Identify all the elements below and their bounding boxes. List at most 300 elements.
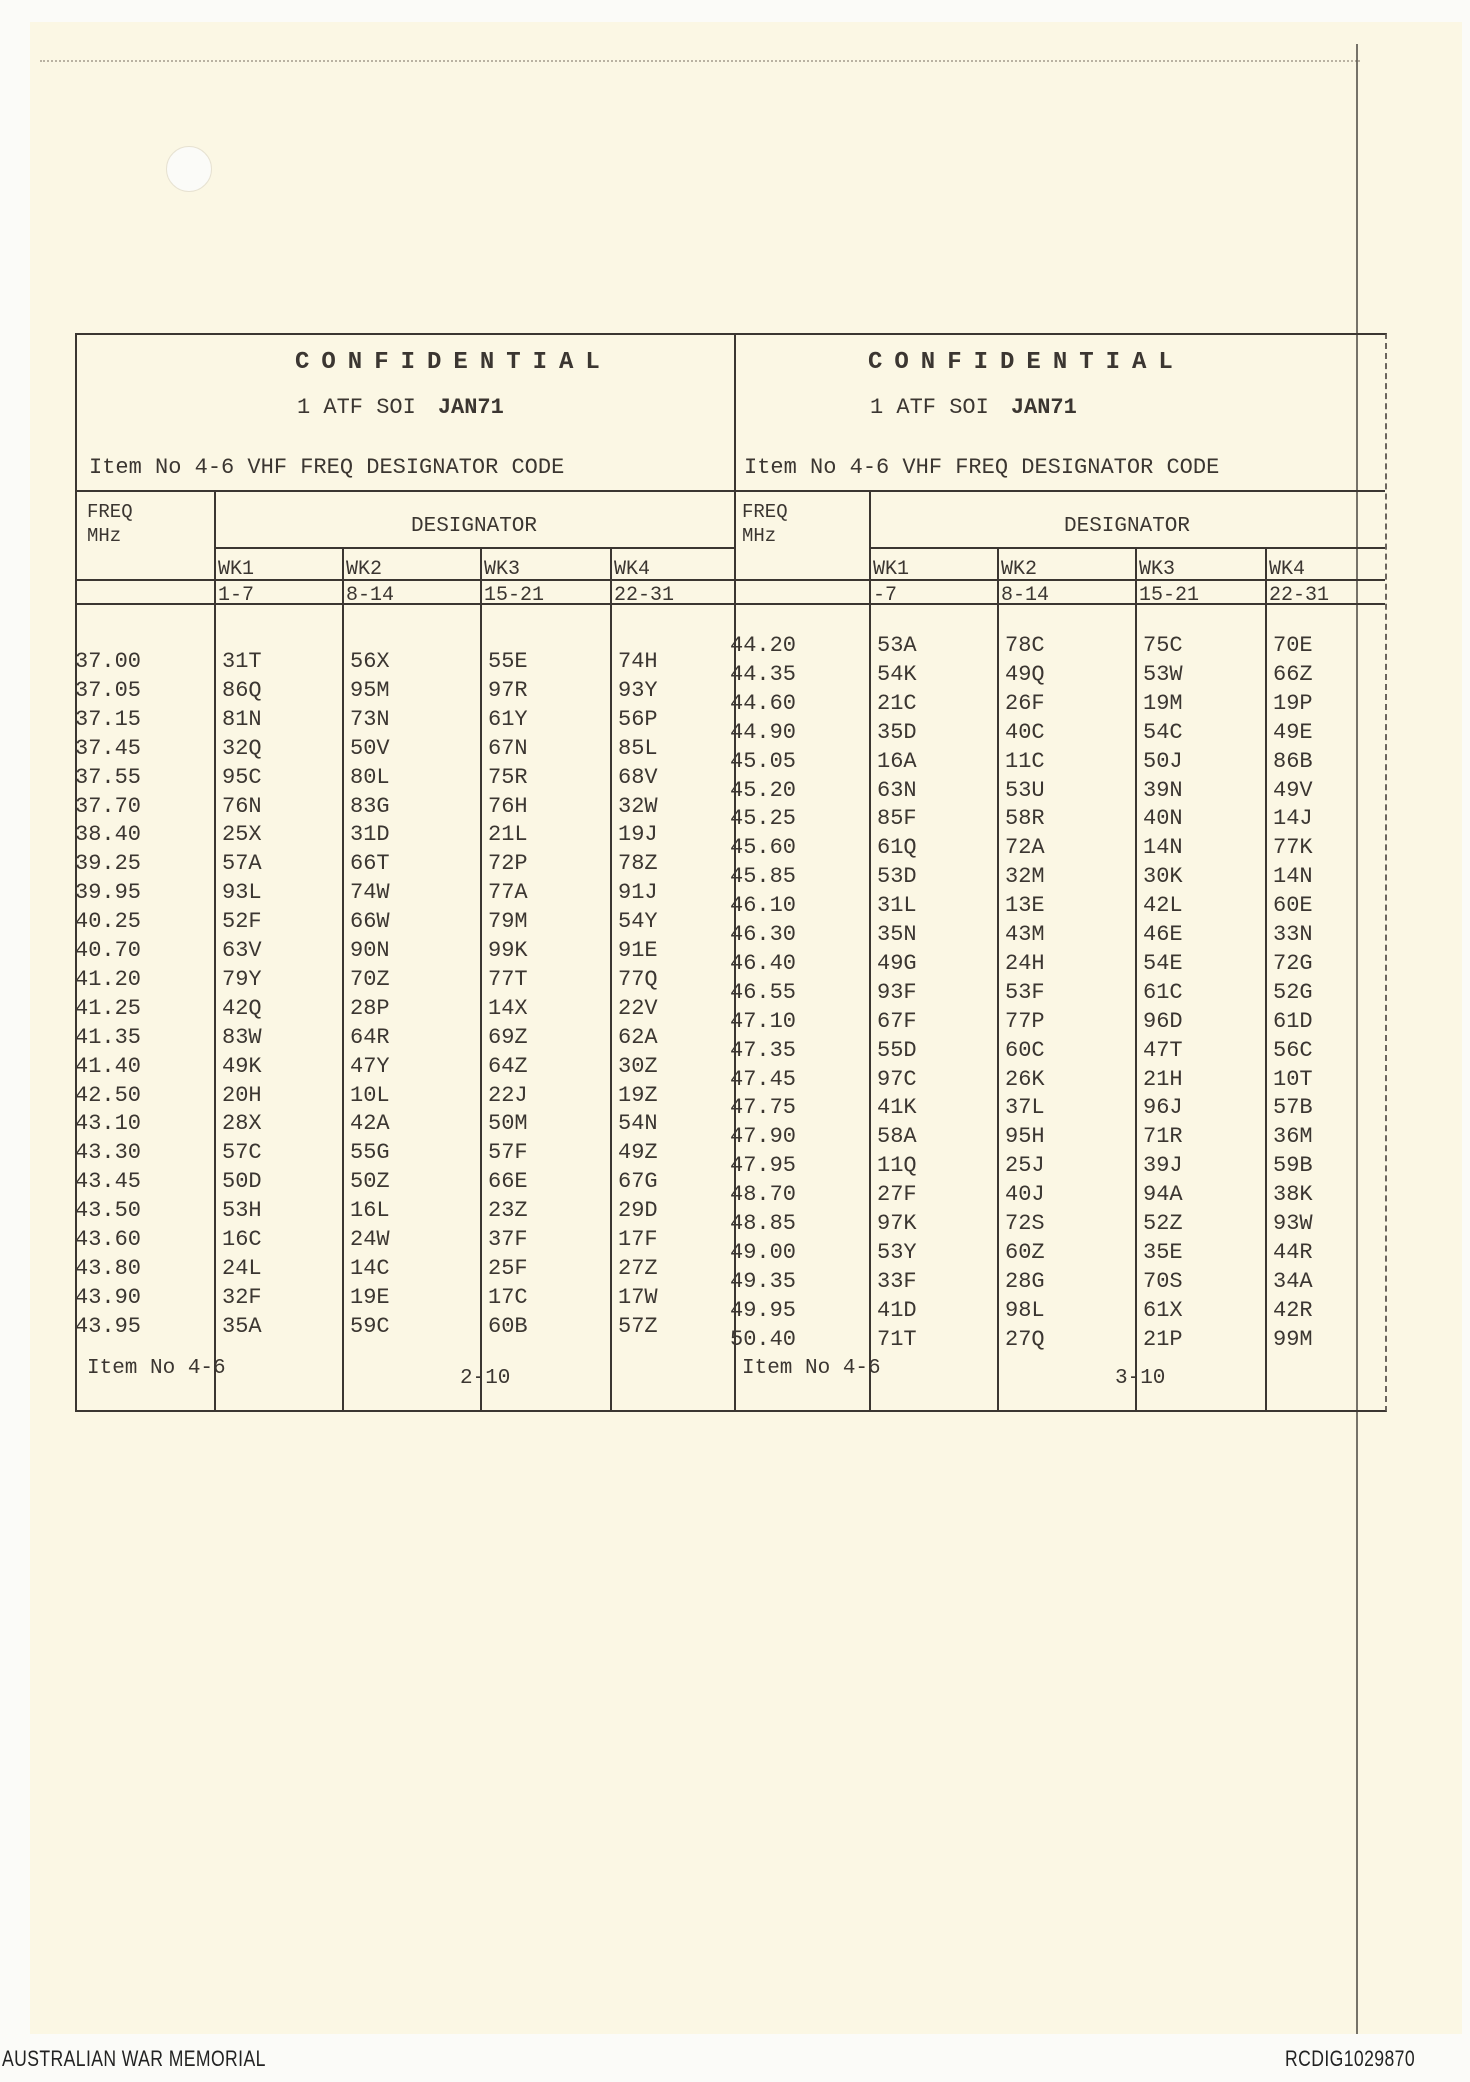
table-row xyxy=(732,1325,1385,1354)
designator-cell: 93L xyxy=(222,880,262,906)
designator-cell: 93F xyxy=(877,979,917,1005)
designator-cell: 19P xyxy=(1273,690,1313,716)
designator-cell: 35N xyxy=(877,922,917,947)
frequency-cell: 37.05 xyxy=(75,677,142,703)
designator-cell: 36M xyxy=(1273,1124,1313,1150)
frequency-cell: 43.95 xyxy=(75,1313,142,1339)
designator-cell: 14N xyxy=(1143,835,1183,861)
designator-cell: 35E xyxy=(1143,1239,1183,1265)
designator-cell: 33N xyxy=(1273,922,1313,947)
table-row xyxy=(732,949,1385,978)
designator-cell: 30K xyxy=(1143,864,1183,890)
frequency-cell: 37.00 xyxy=(75,649,142,674)
frequency-cell: 37.15 xyxy=(75,706,142,732)
designator-cell: 44R xyxy=(1273,1239,1313,1265)
frequency-cell: 45.05 xyxy=(730,748,797,774)
table-row xyxy=(77,1023,734,1052)
table-row xyxy=(732,978,1385,1007)
designator-cell: 56C xyxy=(1273,1037,1313,1063)
designator-cell: 21H xyxy=(1143,1066,1183,1092)
week-days: 15-21 xyxy=(1139,584,1200,607)
designator-cell: 54C xyxy=(1143,719,1183,745)
designator-cell: 55E xyxy=(488,649,528,674)
designator-cell: 49Z xyxy=(618,1140,658,1166)
footer-item: Item No 4-6 xyxy=(742,1357,881,1380)
designator-cell: 75R xyxy=(488,764,528,790)
designator-cell: 60E xyxy=(1273,893,1313,919)
table-row xyxy=(732,1267,1385,1296)
designator-cell: 99M xyxy=(1273,1326,1313,1352)
freq-header-line: FREQ xyxy=(742,501,788,523)
designator-cell: 61X xyxy=(1143,1297,1183,1323)
table-row xyxy=(77,676,734,705)
table-row xyxy=(732,891,1385,920)
designator-cell: 31D xyxy=(350,822,390,848)
designator-cell: 23Z xyxy=(488,1198,528,1224)
frequency-cell: 47.35 xyxy=(730,1037,797,1063)
designator-cell: 53Y xyxy=(877,1239,917,1265)
punch-hole xyxy=(166,146,212,192)
freq-header-line: MHz xyxy=(742,525,777,547)
designator-cell: 29D xyxy=(618,1198,658,1224)
designator-cell: 37L xyxy=(1005,1095,1045,1121)
designator-cell: 66E xyxy=(488,1169,528,1195)
torn-top-edge xyxy=(40,60,1360,62)
designator-cell: 31L xyxy=(877,893,917,919)
designator-header: DESIGNATOR xyxy=(1063,515,1191,538)
designator-cell: 60Z xyxy=(1005,1239,1045,1265)
designator-cell: 35D xyxy=(877,719,917,745)
designator-cell: 91J xyxy=(618,880,658,906)
designator-cell: 41D xyxy=(877,1297,917,1323)
designator-cell: 67N xyxy=(488,735,528,761)
item-title: Item No 4-6 VHF FREQ DESIGNATOR CODE xyxy=(744,455,1220,480)
designator-cell: 35A xyxy=(222,1313,262,1339)
table-row xyxy=(732,1296,1385,1325)
frequency-cell: 45.25 xyxy=(730,806,797,832)
frequency-cell: 40.25 xyxy=(75,909,142,935)
designator-cell: 97C xyxy=(877,1066,917,1092)
designator-cell: 53W xyxy=(1143,661,1183,687)
table-row xyxy=(77,1052,734,1081)
designator-cell: 59B xyxy=(1273,1153,1313,1179)
institution-label: AUSTRALIAN WAR MEMORIAL xyxy=(2,2046,266,2071)
confidential-heading: CONFIDENTIAL xyxy=(868,349,1185,376)
designator-cell: 96J xyxy=(1143,1095,1183,1121)
week-header xyxy=(484,557,544,609)
designator-cell: 27Q xyxy=(1005,1326,1045,1352)
designator-cell: 83W xyxy=(222,1024,262,1050)
table-row xyxy=(77,1138,734,1167)
designator-cell: 55D xyxy=(877,1037,917,1063)
table-row xyxy=(77,1225,734,1254)
designator-cell: 70E xyxy=(1273,633,1313,658)
frequency-cell: 45.60 xyxy=(730,835,797,861)
table-row xyxy=(732,776,1385,805)
frequency-cell: 46.30 xyxy=(730,922,797,947)
designator-cell: 72G xyxy=(1273,950,1313,976)
frequency-cell: 43.80 xyxy=(75,1255,142,1281)
frequency-cell: 41.35 xyxy=(75,1024,142,1050)
designator-cell: 26K xyxy=(1005,1066,1045,1092)
frequency-cell: 45.20 xyxy=(730,777,797,803)
frequency-cell: 46.40 xyxy=(730,950,797,976)
designator-cell: 53F xyxy=(1005,979,1045,1005)
table-row xyxy=(732,833,1385,862)
table-row xyxy=(732,660,1385,689)
frequency-cell: 37.55 xyxy=(75,764,142,790)
designator-cell: 93W xyxy=(1273,1211,1313,1236)
week-header xyxy=(614,557,674,609)
table-row xyxy=(732,1151,1385,1180)
designator-cell: 10L xyxy=(350,1082,390,1108)
designator-cell: 78C xyxy=(1005,633,1045,658)
designator-cell: 19M xyxy=(1143,690,1183,716)
designator-cell: 62A xyxy=(618,1024,658,1050)
designator-cell: 19E xyxy=(350,1284,390,1310)
designator-cell: 72P xyxy=(488,851,528,877)
table-row xyxy=(77,792,734,821)
designator-cell: 66Z xyxy=(1273,661,1313,687)
frequency-cell: 47.10 xyxy=(730,1008,797,1034)
designator-cell: 49G xyxy=(877,950,917,976)
page-number: 2-10 xyxy=(460,1367,511,1390)
week-days: 15-21 xyxy=(484,584,545,607)
designator-cell: 43M xyxy=(1005,922,1045,947)
frequency-cell: 45.85 xyxy=(730,864,797,890)
table-row xyxy=(77,1109,734,1138)
week-days: -7 xyxy=(873,584,898,607)
soi-label: 1 ATF SOI xyxy=(870,395,989,420)
table-row xyxy=(77,1312,734,1341)
designator-cell: 71T xyxy=(877,1326,917,1352)
frequency-cell: 39.25 xyxy=(75,851,142,877)
table-row xyxy=(77,1254,734,1283)
table-row xyxy=(732,920,1385,949)
designator-cell: 14N xyxy=(1273,864,1313,890)
designator-cell: 57B xyxy=(1273,1095,1313,1121)
frequency-cell: 44.20 xyxy=(730,633,797,658)
designator-cell: 37F xyxy=(488,1227,528,1252)
frequency-cell: 41.20 xyxy=(75,966,142,992)
frequency-cell: 49.00 xyxy=(730,1239,797,1265)
designator-cell: 14X xyxy=(488,995,528,1021)
designator-cell: 77P xyxy=(1005,1008,1045,1034)
designator-cell: 20H xyxy=(222,1082,262,1108)
designator-cell: 40J xyxy=(1005,1182,1045,1208)
designator-cell: 64Z xyxy=(488,1053,528,1079)
soi-label: 1 ATF SOI xyxy=(297,395,416,420)
week-header xyxy=(346,557,394,609)
designator-cell: 16A xyxy=(877,748,917,774)
frequency-cell: 49.35 xyxy=(730,1268,797,1294)
designator-cell: 22V xyxy=(618,995,658,1021)
right-code-table xyxy=(732,333,1387,1412)
designator-cell: 28P xyxy=(350,995,390,1021)
table-row xyxy=(732,631,1385,660)
designator-cell: 61C xyxy=(1143,979,1183,1005)
designator-cell: 54E xyxy=(1143,950,1183,976)
freq-header-line: MHz xyxy=(87,525,122,547)
designator-cell: 17C xyxy=(488,1284,528,1310)
designator-cell: 46E xyxy=(1143,922,1183,947)
designator-cell: 66W xyxy=(350,909,390,935)
soi-date: JAN71 xyxy=(437,395,504,420)
table-row xyxy=(77,1283,734,1312)
frequency-cell: 39.95 xyxy=(75,880,142,906)
designator-cell: 57Z xyxy=(618,1313,658,1339)
designator-cell: 57F xyxy=(488,1140,528,1166)
designator-cell: 55G xyxy=(350,1140,390,1166)
designator-cell: 98L xyxy=(1005,1297,1045,1323)
designator-cell: 17F xyxy=(618,1227,658,1252)
table-row xyxy=(732,862,1385,891)
confidential-heading: CONFIDENTIAL xyxy=(295,349,612,376)
rule xyxy=(869,547,1385,549)
designator-cell: 63N xyxy=(877,777,917,803)
designator-cell: 95M xyxy=(350,677,390,703)
designator-cell: 54K xyxy=(877,661,917,687)
designator-cell: 27Z xyxy=(618,1255,658,1281)
frequency-cell: 43.60 xyxy=(75,1227,142,1252)
designator-cell: 50J xyxy=(1143,748,1183,774)
designator-cell: 67G xyxy=(618,1169,658,1195)
designator-cell: 13E xyxy=(1005,893,1045,919)
designator-cell: 66T xyxy=(350,851,390,877)
designator-cell: 40C xyxy=(1005,719,1045,745)
designator-cell: 34A xyxy=(1273,1268,1313,1294)
designator-cell: 61Q xyxy=(877,835,917,861)
frequency-cell: 38.40 xyxy=(75,822,142,848)
designator-cell: 28X xyxy=(222,1111,262,1137)
frequency-cell: 50.40 xyxy=(730,1326,797,1352)
frequency-cell: 47.45 xyxy=(730,1066,797,1092)
designator-cell: 52G xyxy=(1273,979,1313,1005)
table-row xyxy=(732,1093,1385,1122)
designator-cell: 17W xyxy=(618,1284,658,1310)
week-label: WK1 xyxy=(873,558,910,581)
frequency-cell: 47.75 xyxy=(730,1095,797,1121)
designator-cell: 30Z xyxy=(618,1053,658,1079)
designator-cell: 74W xyxy=(350,880,390,906)
frequency-cell: 46.10 xyxy=(730,893,797,919)
table-row xyxy=(77,647,734,676)
table-row xyxy=(732,718,1385,747)
frequency-cell: 48.85 xyxy=(730,1211,797,1236)
designator-cell: 16C xyxy=(222,1227,262,1252)
table-row xyxy=(77,1167,734,1196)
designator-cell: 95C xyxy=(222,764,262,790)
week-header xyxy=(873,557,909,609)
frequency-cell: 37.70 xyxy=(75,793,142,819)
frequency-cell: 44.60 xyxy=(730,690,797,716)
freq-header xyxy=(742,500,788,548)
designator-cell: 79M xyxy=(488,909,528,935)
reference-id: RCDIG1029870 xyxy=(1285,2046,1416,2071)
table-row xyxy=(77,763,734,792)
frequency-cell: 43.30 xyxy=(75,1140,142,1166)
designator-cell: 52Z xyxy=(1143,1211,1183,1236)
week-label: WK3 xyxy=(1139,558,1176,581)
designator-cell: 64R xyxy=(350,1024,390,1050)
page-number: 3-10 xyxy=(1115,1367,1166,1390)
designator-cell: 53A xyxy=(877,633,917,658)
designator-cell: 41K xyxy=(877,1095,917,1121)
week-days: 8-14 xyxy=(346,584,395,607)
designator-cell: 80L xyxy=(350,764,390,790)
designator-cell: 54N xyxy=(618,1111,658,1137)
table-row xyxy=(77,705,734,734)
designator-cell: 96D xyxy=(1143,1008,1183,1034)
designator-cell: 11C xyxy=(1005,748,1045,774)
frequency-cell: 43.10 xyxy=(75,1111,142,1137)
week-label: WK2 xyxy=(346,558,383,581)
designator-header: DESIGNATOR xyxy=(410,515,538,538)
week-header xyxy=(1139,557,1199,609)
designator-cell: 59C xyxy=(350,1313,390,1339)
designator-cell: 25X xyxy=(222,822,262,848)
frequency-cell: 49.95 xyxy=(730,1297,797,1323)
item-title: Item No 4-6 VHF FREQ DESIGNATOR CODE xyxy=(89,455,565,480)
designator-cell: 78Z xyxy=(618,851,658,877)
designator-cell: 49K xyxy=(222,1053,262,1079)
designator-cell: 32M xyxy=(1005,864,1045,890)
designator-cell: 49Q xyxy=(1005,661,1045,687)
freq-header-line: FREQ xyxy=(87,501,133,523)
table-row xyxy=(732,1007,1385,1036)
designator-cell: 71R xyxy=(1143,1124,1183,1150)
designator-cell: 70Z xyxy=(350,966,390,992)
designator-cell: 72A xyxy=(1005,835,1045,861)
table-row xyxy=(77,994,734,1023)
designator-cell: 28G xyxy=(1005,1268,1045,1294)
designator-cell: 77A xyxy=(488,880,528,906)
frequency-cell: 41.40 xyxy=(75,1053,142,1079)
designator-cell: 31T xyxy=(222,649,262,674)
week-label: WK1 xyxy=(218,558,255,581)
table-row xyxy=(77,936,734,965)
week-header xyxy=(218,557,254,609)
designator-cell: 50Z xyxy=(350,1169,390,1195)
week-header xyxy=(1001,557,1049,609)
designator-cell: 24W xyxy=(350,1227,390,1252)
designator-cell: 32W xyxy=(618,793,658,819)
designator-cell: 77T xyxy=(488,966,528,992)
designator-cell: 42R xyxy=(1273,1297,1313,1323)
designator-cell: 86Q xyxy=(222,677,262,703)
frequency-cell: 43.45 xyxy=(75,1169,142,1195)
designator-cell: 85L xyxy=(618,735,658,761)
designator-cell: 76N xyxy=(222,793,262,819)
table-row xyxy=(732,1122,1385,1151)
week-label: WK4 xyxy=(1269,558,1306,581)
freq-header xyxy=(87,500,133,548)
designator-cell: 58R xyxy=(1005,806,1045,832)
designator-cell: 19J xyxy=(618,822,658,848)
designator-cell: 27F xyxy=(877,1182,917,1208)
table-row xyxy=(77,1196,734,1225)
designator-cell: 86B xyxy=(1273,748,1313,774)
designator-cell: 57C xyxy=(222,1140,262,1166)
designator-cell: 63V xyxy=(222,938,262,963)
designator-cell: 97K xyxy=(877,1211,917,1236)
designator-cell: 53U xyxy=(1005,777,1045,803)
designator-cell: 33F xyxy=(877,1268,917,1294)
designator-cell: 77Q xyxy=(618,966,658,992)
table-row xyxy=(732,1180,1385,1209)
table-row xyxy=(77,907,734,936)
designator-cell: 76H xyxy=(488,793,528,819)
frequency-cell: 42.50 xyxy=(75,1082,142,1108)
week-days: 8-14 xyxy=(1001,584,1050,607)
designator-cell: 21P xyxy=(1143,1326,1183,1352)
designator-cell: 19Z xyxy=(618,1082,658,1108)
table-row xyxy=(732,804,1385,833)
designator-cell: 47T xyxy=(1143,1037,1183,1063)
footer-item: Item No 4-6 xyxy=(87,1357,226,1380)
designator-cell: 75C xyxy=(1143,633,1183,658)
designator-cell: 42Q xyxy=(222,995,262,1021)
designator-cell: 83G xyxy=(350,793,390,819)
designator-cell: 67F xyxy=(877,1008,917,1034)
designator-cell: 53H xyxy=(222,1198,262,1224)
designator-cell: 69Z xyxy=(488,1024,528,1050)
designator-cell: 56P xyxy=(618,706,658,732)
designator-cell: 79Y xyxy=(222,966,262,992)
designator-cell: 49V xyxy=(1273,777,1313,803)
designator-cell: 50D xyxy=(222,1169,262,1195)
week-label: WK3 xyxy=(484,558,521,581)
designator-cell: 14C xyxy=(350,1255,390,1281)
designator-cell: 97R xyxy=(488,677,528,703)
designator-cell: 11Q xyxy=(877,1153,917,1179)
designator-cell: 53D xyxy=(877,864,917,890)
designator-cell: 50M xyxy=(488,1111,528,1137)
frequency-cell: 44.35 xyxy=(730,661,797,687)
designator-cell: 21C xyxy=(877,690,917,716)
frequency-cell: 41.25 xyxy=(75,995,142,1021)
designator-cell: 56X xyxy=(350,649,390,674)
designator-cell: 73N xyxy=(350,706,390,732)
week-days: 1-7 xyxy=(218,584,255,607)
designator-cell: 94A xyxy=(1143,1182,1183,1208)
designator-cell: 93Y xyxy=(618,677,658,703)
designator-cell: 54Y xyxy=(618,909,658,935)
designator-cell: 57A xyxy=(222,851,262,877)
designator-cell: 32F xyxy=(222,1284,262,1310)
designator-cell: 10T xyxy=(1273,1066,1313,1092)
frequency-cell: 43.50 xyxy=(75,1198,142,1224)
designator-cell: 52F xyxy=(222,909,262,935)
table-row xyxy=(732,1238,1385,1267)
designator-cell: 50V xyxy=(350,735,390,761)
table-row xyxy=(732,689,1385,718)
table-row xyxy=(732,1036,1385,1065)
designator-cell: 32Q xyxy=(222,735,262,761)
week-header xyxy=(1269,557,1329,609)
table-row xyxy=(77,878,734,907)
table-row xyxy=(732,1209,1385,1238)
designator-cell: 91E xyxy=(618,938,658,963)
left-code-table xyxy=(75,333,736,1412)
designator-cell: 39J xyxy=(1143,1153,1183,1179)
week-label: WK2 xyxy=(1001,558,1038,581)
designator-cell: 81N xyxy=(222,706,262,732)
frequency-cell: 47.90 xyxy=(730,1124,797,1150)
week-days: 22-31 xyxy=(1269,584,1330,607)
designator-cell: 25J xyxy=(1005,1153,1045,1179)
frequency-cell: 40.70 xyxy=(75,938,142,963)
